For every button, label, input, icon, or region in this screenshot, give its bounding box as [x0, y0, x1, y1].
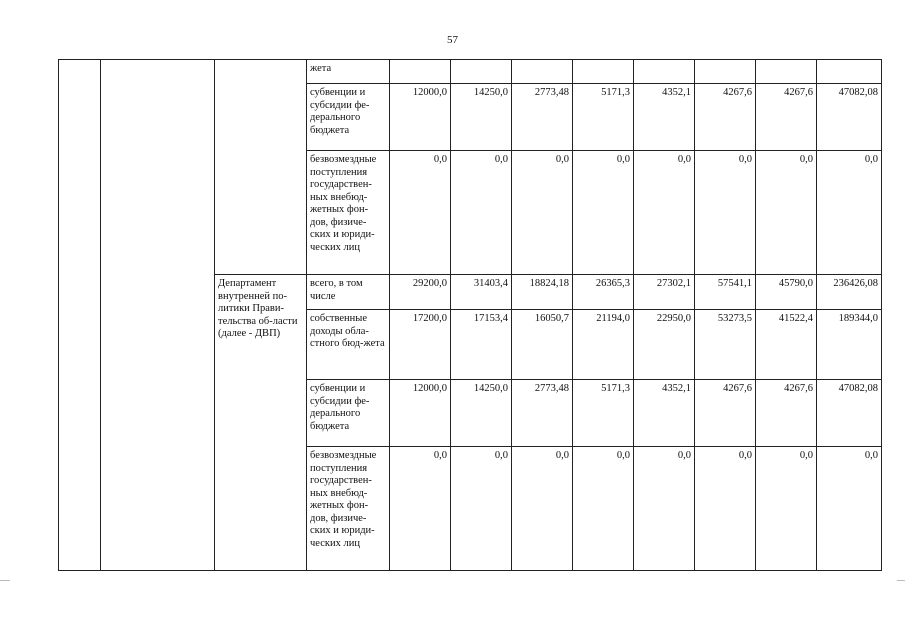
funding-source-label: субвенции и субсидии фе-дерального бюджета	[307, 84, 390, 151]
value-cell	[573, 60, 634, 84]
value-cell: 4352,1	[634, 380, 695, 447]
executor-cell-empty	[215, 60, 307, 275]
value-cell: 4267,6	[756, 380, 817, 447]
value-cell: 53273,5	[695, 310, 756, 380]
value-cell: 5171,3	[573, 380, 634, 447]
value-cell: 0,0	[390, 151, 451, 275]
scan-edge-mark-right	[897, 580, 905, 581]
value-cell: 236426,08	[817, 275, 882, 310]
value-cell: 47082,08	[817, 380, 882, 447]
value-cell: 4267,6	[695, 84, 756, 151]
value-cell: 22950,0	[634, 310, 695, 380]
table-body	[59, 60, 882, 571]
budget-table	[58, 59, 882, 571]
value-cell: 4267,6	[695, 380, 756, 447]
value-cell: 0,0	[634, 447, 695, 571]
value-cell	[512, 60, 573, 84]
value-cell: 45790,0	[756, 275, 817, 310]
value-cell: 17200,0	[390, 310, 451, 380]
value-cell: 189344,0	[817, 310, 882, 380]
value-cell: 0,0	[817, 447, 882, 571]
value-cell: 14250,0	[451, 380, 512, 447]
value-cell	[451, 60, 512, 84]
value-cell: 12000,0	[390, 380, 451, 447]
value-cell: 27302,1	[634, 275, 695, 310]
value-cell: 0,0	[756, 447, 817, 571]
value-cell	[390, 60, 451, 84]
value-cell: 0,0	[817, 151, 882, 275]
executor-cell-dvp: Департамент внутренней по-литики Прави-тельства об-ласти (далее - ДВП)	[215, 275, 307, 571]
value-cell: 0,0	[451, 447, 512, 571]
value-cell: 17153,4	[451, 310, 512, 380]
value-cell	[634, 60, 695, 84]
value-cell: 0,0	[573, 447, 634, 571]
value-cell: 4267,6	[756, 84, 817, 151]
value-cell	[756, 60, 817, 84]
funding-source-label: безвозмездные поступления государствен-ных внебюд-жетных фон-дов, физиче-ских и юриди-ческих лиц	[307, 447, 390, 571]
value-cell: 16050,7	[512, 310, 573, 380]
table-row	[59, 60, 882, 84]
funding-source-label: безвозмездные поступления государствен-ных внебюд-жетных фон-дов, физиче-ских и юриди-ческих лиц	[307, 151, 390, 275]
funding-source-label: субвенции и субсидии фе-дерального бюджета	[307, 380, 390, 447]
funding-source-label: всего, в том числе	[307, 275, 390, 310]
value-cell: 12000,0	[390, 84, 451, 151]
value-cell: 0,0	[512, 447, 573, 571]
value-cell: 0,0	[695, 447, 756, 571]
col-program-cell	[101, 60, 215, 571]
value-cell: 29200,0	[390, 275, 451, 310]
value-cell: 0,0	[451, 151, 512, 275]
value-cell: 0,0	[390, 447, 451, 571]
value-cell: 5171,3	[573, 84, 634, 151]
value-cell	[817, 60, 882, 84]
value-cell: 41522,4	[756, 310, 817, 380]
value-cell: 4352,1	[634, 84, 695, 151]
value-cell: 0,0	[512, 151, 573, 275]
value-cell: 14250,0	[451, 84, 512, 151]
funding-source-label: собственные доходы обла-стного бюд-жета	[307, 310, 390, 380]
value-cell: 0,0	[695, 151, 756, 275]
value-cell: 18824,18	[512, 275, 573, 310]
value-cell: 26365,3	[573, 275, 634, 310]
col-number-cell	[59, 60, 101, 571]
value-cell: 31403,4	[451, 275, 512, 310]
value-cell: 2773,48	[512, 380, 573, 447]
value-cell: 0,0	[634, 151, 695, 275]
value-cell: 57541,1	[695, 275, 756, 310]
value-cell: 0,0	[756, 151, 817, 275]
value-cell: 2773,48	[512, 84, 573, 151]
page-number: 57	[447, 34, 458, 46]
value-cell: 0,0	[573, 151, 634, 275]
value-cell: 47082,08	[817, 84, 882, 151]
value-cell	[695, 60, 756, 84]
funding-source-label: жета	[307, 60, 390, 84]
value-cell: 21194,0	[573, 310, 634, 380]
scan-edge-mark-left	[0, 580, 10, 581]
